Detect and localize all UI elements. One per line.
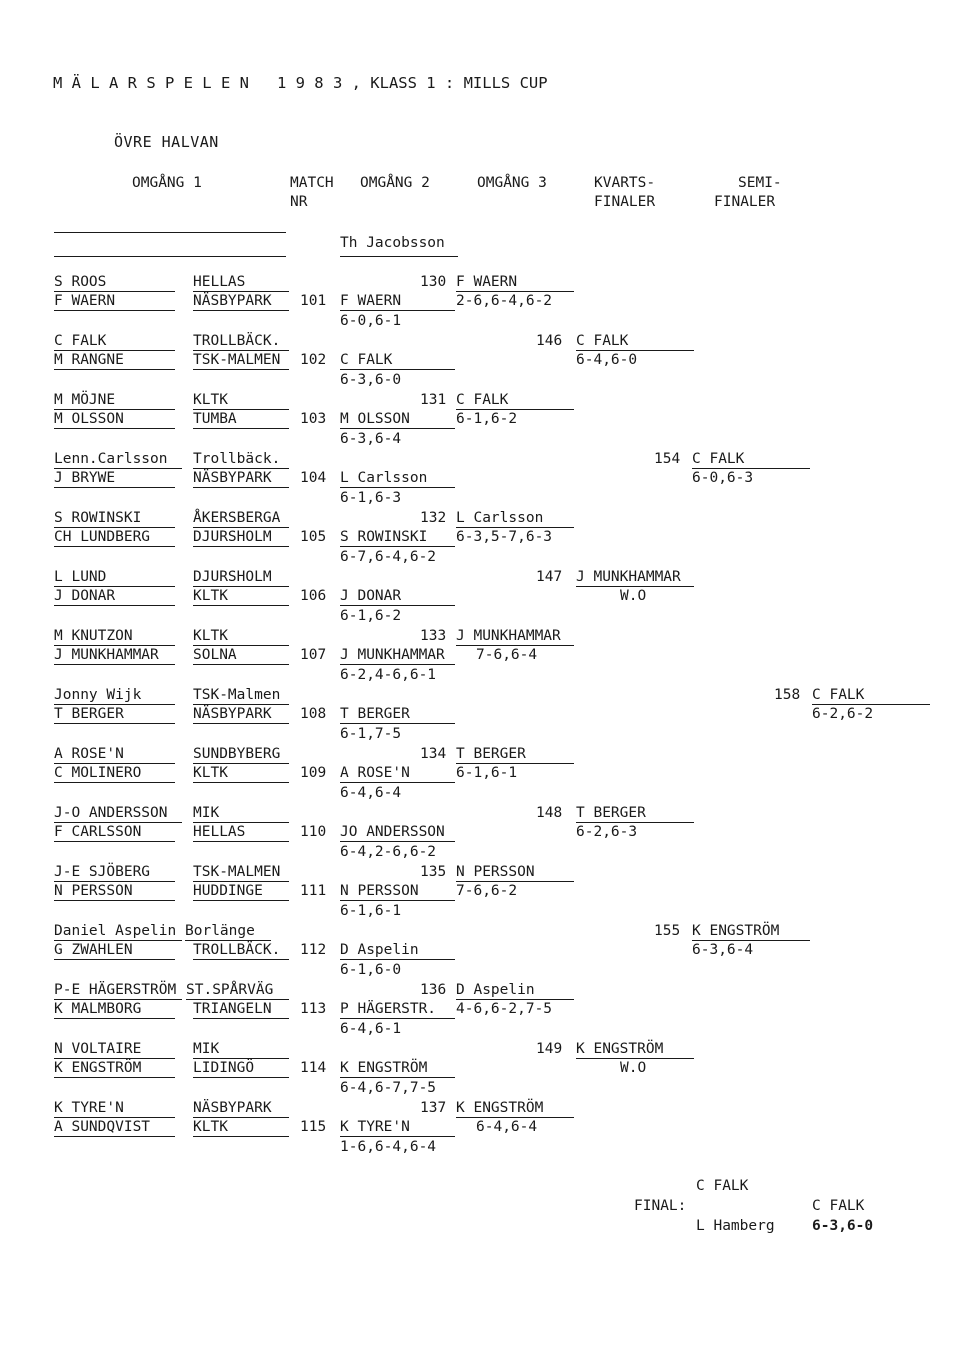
match-winner: L Carlsson [456, 510, 574, 528]
player-name: M OLSSON [54, 411, 175, 429]
match-score: 7-6,6-4 [476, 647, 538, 663]
match-number: 158 [774, 687, 801, 703]
match-score: 6-1,6-2 [340, 608, 402, 624]
player-club: SOLNA [193, 647, 289, 665]
match-winner: P HÄGERSTR. [340, 1001, 455, 1019]
match-number: 154 [654, 451, 681, 467]
match-score: 6-3,6-4 [340, 431, 402, 447]
player-club: TSK-MALMEN [193, 864, 289, 882]
match-winner: D Aspelin [340, 942, 455, 960]
col-round3: OMGÅNG 3 [477, 175, 547, 191]
player-name: T BERGER [54, 706, 175, 724]
player-name: N VOLTAIRE [54, 1041, 175, 1059]
player-club: MIK [193, 805, 289, 823]
player-name: CH LUNDBERG [54, 529, 175, 547]
player-name: L LUND [54, 569, 175, 587]
player-club: TROLLBÄCK. [193, 942, 289, 960]
col-round1: OMGÅNG 1 [132, 175, 202, 191]
player-name: K TYRE'N [54, 1100, 175, 1118]
match-number: 107 [300, 647, 327, 663]
match-number: 134 [420, 746, 447, 762]
match-number: 135 [420, 864, 447, 880]
match-score: 6-4,6-1 [340, 1021, 402, 1037]
match-number: 114 [300, 1060, 327, 1076]
match-winner: T BERGER [576, 805, 694, 823]
player-club: HELLAS [193, 274, 289, 292]
match-score: 6-4,6-0 [576, 352, 638, 368]
player-club: TUMBA [193, 411, 289, 429]
match-winner: T BERGER [456, 746, 574, 764]
match-number: 147 [536, 569, 563, 585]
player-name: F CARLSSON [54, 824, 175, 842]
match-score: 6-0,6-3 [692, 470, 754, 486]
match-number: 115 [300, 1119, 327, 1135]
player-club: KLTK [193, 588, 289, 606]
match-winner: S ROWINSKI [340, 529, 455, 547]
player-club: DJURSHOLM [193, 529, 289, 547]
match-number: 112 [300, 942, 327, 958]
match-score: 2-6,6-4,6-2 [456, 293, 553, 309]
match-score: W.O [620, 588, 647, 604]
match-score: 1-6,6-4,6-4 [340, 1139, 437, 1155]
match-winner: N PERSSON [340, 883, 455, 901]
col-sf-1: SEMI- [738, 175, 782, 191]
player-club: TROLLBÄCK. [193, 333, 289, 351]
match-winner: K ENGSTRÖM [340, 1060, 455, 1078]
match-winner: F WAERN [340, 293, 455, 311]
match-score: 6-7,6-4,6-2 [340, 549, 437, 565]
match-winner: D Aspelin [456, 982, 574, 1000]
match-score: 6-1,6-1 [456, 765, 518, 781]
player-club: NÄSBYPARK [193, 293, 289, 311]
player-name: G ZWAHLEN [54, 942, 175, 960]
col-sf-2: FINALER [714, 194, 776, 210]
match-number: 148 [536, 805, 563, 821]
match-score: 6-0,6-1 [340, 313, 402, 329]
match-score: 6-4,6-4 [476, 1119, 538, 1135]
player-name: J DONAR [54, 588, 175, 606]
player-club: DJURSHOLM [193, 569, 289, 587]
player-name: A SUNDQVIST [54, 1119, 175, 1137]
player-club: Borlänge [185, 923, 271, 941]
match-winner: J MUNKHAMMAR [340, 647, 455, 665]
match-number: 131 [420, 392, 447, 408]
match-score: 6-3,5-7,6-3 [456, 529, 553, 545]
match-winner: K ENGSTRÖM [576, 1041, 694, 1059]
player-club: KLTK [193, 1119, 289, 1137]
col-match-nr-2: NR [290, 194, 308, 210]
player-name: M RANGNE [54, 352, 175, 370]
player-club: NÄSBYPARK [193, 706, 289, 724]
match-score: 6-1,6-2 [456, 411, 518, 427]
match-winner: C FALK [576, 333, 694, 351]
match-number: 105 [300, 529, 327, 545]
match-number: 155 [654, 923, 681, 939]
player-club: ST.SPÅRVÄG [186, 982, 289, 1000]
match-number: 101 [300, 293, 327, 309]
player-club: TSK-MALMEN [193, 352, 289, 370]
player-name: J-O ANDERSSON [54, 805, 182, 823]
match-winner: J MUNKHAMMAR [576, 569, 694, 587]
match-number: 130 [420, 274, 447, 290]
match-score: W.O [620, 1060, 647, 1076]
player-name: S ROOS [54, 274, 175, 292]
match-number: 109 [300, 765, 327, 781]
match-number: 113 [300, 1001, 327, 1017]
header-rule [54, 232, 286, 233]
player-name: Jonny Wijk [54, 687, 175, 705]
match-winner: L Carlsson [340, 470, 455, 488]
player-club: MIK [193, 1041, 289, 1059]
match-winner: J MUNKHAMMAR [456, 628, 574, 646]
player-club: HELLAS [193, 824, 289, 842]
player-club: HUDDINGE [193, 883, 289, 901]
document-title: M Ä L A R S P E L E N 1 9 8 3 , KLASS 1 : MILLS CUP [53, 74, 548, 92]
match-score: 6-2,6-3 [576, 824, 638, 840]
match-winner: C FALK [456, 392, 574, 410]
player-name: F WAERN [54, 293, 175, 311]
player-club: LIDINGÖ [193, 1060, 289, 1078]
player-name: S ROWINSKI [54, 510, 175, 528]
player-club: TRIANGELN [193, 1001, 289, 1019]
match-number: 108 [300, 706, 327, 722]
match-score: 6-3,6-0 [340, 372, 402, 388]
match-number: 103 [300, 411, 327, 427]
match-score: 6-1,6-1 [340, 903, 402, 919]
match-winner: F WAERN [456, 274, 574, 292]
player-club: KLTK [193, 628, 289, 646]
player-name: K MALMBORG [54, 1001, 175, 1019]
final-label: FINAL: [634, 1198, 687, 1214]
col-qf-2: FINALER [594, 194, 656, 210]
col-match-nr-1: MATCH [290, 175, 334, 191]
player-name: A ROSE'N [54, 746, 175, 764]
match-score: 6-1,6-0 [340, 962, 402, 978]
player-name: M MÖJNE [54, 392, 175, 410]
player-name: K ENGSTRÖM [54, 1060, 175, 1078]
match-number: 146 [536, 333, 563, 349]
match-winner: K ENGSTRÖM [692, 923, 810, 941]
player-club: NÄSBYPARK [193, 1100, 289, 1118]
player-name: J MUNKHAMMAR [54, 647, 175, 665]
header-rule-3 [340, 256, 458, 257]
player-name: Lenn.Carlsson [54, 451, 182, 469]
match-winner: C FALK [812, 687, 930, 705]
match-score: 6-4,6-4 [340, 785, 402, 801]
match-score: 6-2,4-6,6-1 [340, 667, 437, 683]
player-club: TSK-Malmen [193, 687, 289, 705]
match-winner: K TYRE'N [340, 1119, 455, 1137]
match-number: 102 [300, 352, 327, 368]
match-score: 7-6,6-2 [456, 883, 518, 899]
match-score: 6-4,2-6,6-2 [340, 844, 437, 860]
player-club: KLTK [193, 765, 289, 783]
player-club: SUNDBYBERG [193, 746, 289, 764]
player-name: P-E HÄGERSTRÖM [54, 982, 182, 1000]
final-player-2: L Hamberg [696, 1218, 775, 1234]
match-winner: A ROSE'N [340, 765, 455, 783]
match-winner: JO ANDERSSON [340, 824, 455, 842]
player-name: C FALK [54, 333, 175, 351]
match-winner: N PERSSON [456, 864, 574, 882]
player-club: Trollbäck. [193, 451, 289, 469]
match-winner: J DONAR [340, 588, 455, 606]
match-winner: M OLSSON [340, 411, 455, 429]
player-club: NÄSBYPARK [193, 470, 289, 488]
match-number: 111 [300, 883, 327, 899]
match-number: 133 [420, 628, 447, 644]
match-score: 6-3,6-4 [692, 942, 754, 958]
match-number: 149 [536, 1041, 563, 1057]
final-player-1: C FALK [696, 1178, 749, 1194]
match-number: 136 [420, 982, 447, 998]
match-winner: K ENGSTRÖM [456, 1100, 574, 1118]
player-name: M KNUTZON [54, 628, 175, 646]
match-score: 6-1,6-3 [340, 490, 402, 506]
match-winner: C FALK [340, 352, 455, 370]
match-number: 106 [300, 588, 327, 604]
match-score: 6-4,6-7,7-5 [340, 1080, 437, 1096]
col-round2: OMGÅNG 2 [360, 175, 430, 191]
player-name: J-E SJÖBERG [54, 864, 175, 882]
player-name: J BRYWE [54, 470, 175, 488]
match-number: 110 [300, 824, 327, 840]
player-club: KLTK [193, 392, 289, 410]
col-qf-1: KVARTS- [594, 175, 656, 191]
match-number: 137 [420, 1100, 447, 1116]
final-score: 6-3,6-0 [812, 1218, 874, 1234]
match-winner: T BERGER [340, 706, 455, 724]
player-name: Daniel Aspelin [54, 923, 182, 941]
final-winner: C FALK [812, 1198, 865, 1214]
match-number: 104 [300, 470, 327, 486]
top-note: Th Jacobsson [340, 235, 445, 251]
match-score: 6-2,6-2 [812, 706, 874, 722]
player-club: ÅKERSBERGA [193, 510, 289, 528]
player-name: N PERSSON [54, 883, 175, 901]
match-number: 132 [420, 510, 447, 526]
half-label: ÖVRE HALVAN [114, 133, 219, 151]
player-name: C MOLINERO [54, 765, 175, 783]
match-score: 4-6,6-2,7-5 [456, 1001, 553, 1017]
header-rule-2 [54, 256, 286, 257]
match-score: 6-1,7-5 [340, 726, 402, 742]
match-winner: C FALK [692, 451, 810, 469]
